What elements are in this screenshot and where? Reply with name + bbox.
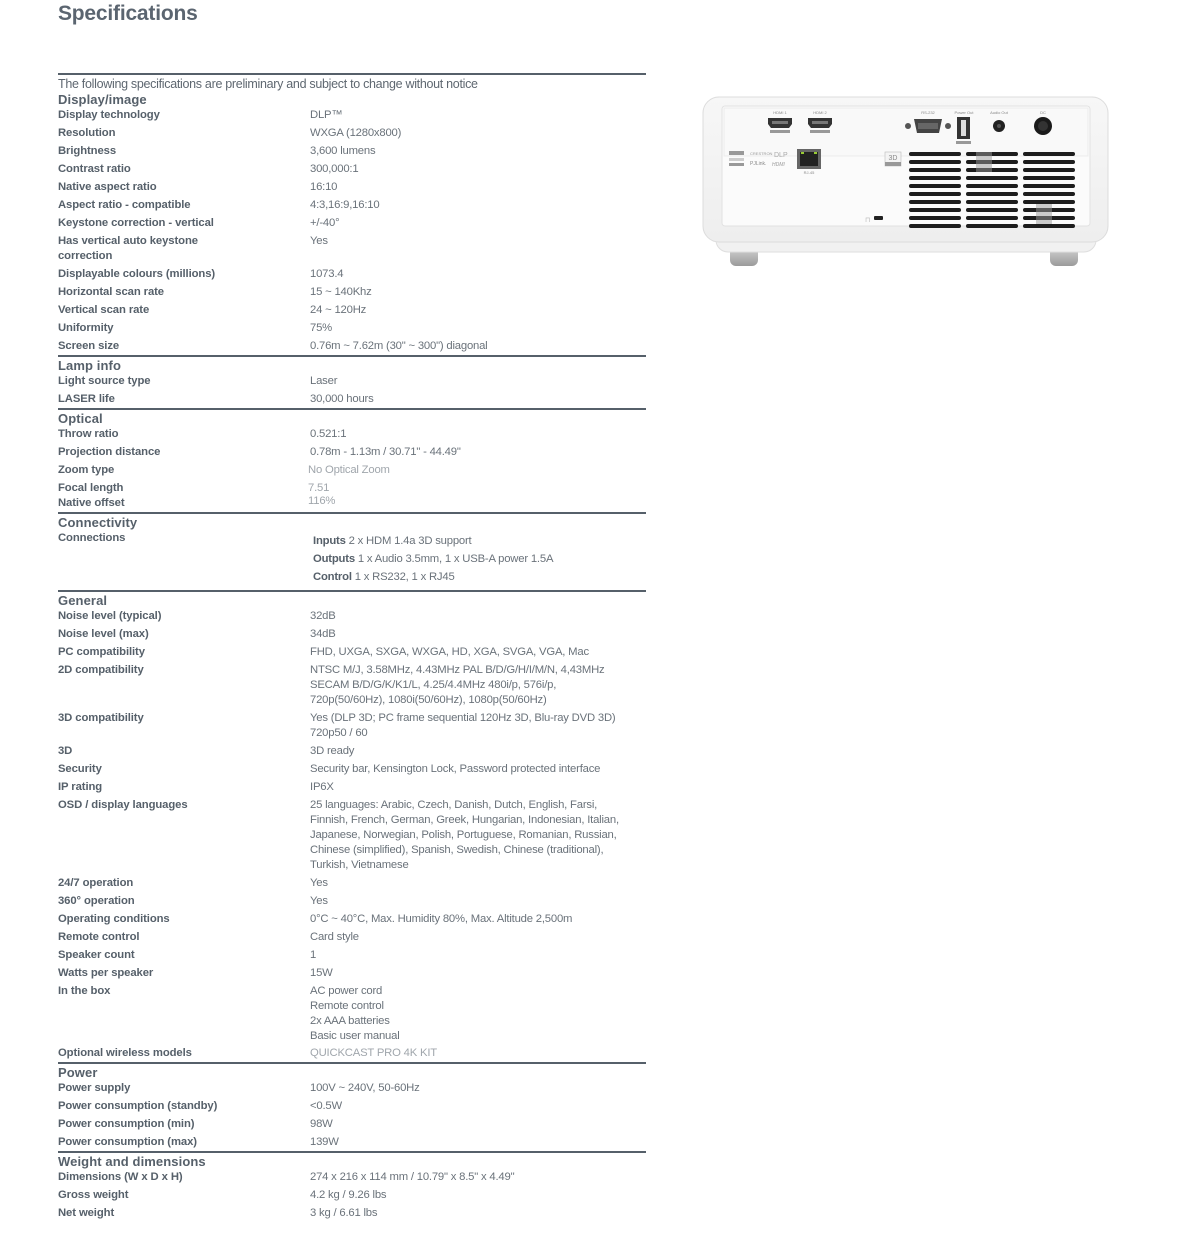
connection-text: 1 x Audio 3.5mm, 1 x USB-A power 1.5A — [357, 553, 554, 565]
spec-row — [58, 108, 646, 123]
spec-row — [58, 162, 646, 177]
spec-row — [58, 948, 646, 963]
spec-value: Yes — [310, 235, 328, 247]
spec-label: Screen size — [58, 340, 120, 352]
spec-row — [58, 780, 646, 795]
spec-row — [58, 894, 646, 909]
spec-row — [58, 374, 646, 389]
section-connectivity — [58, 515, 646, 586]
spec-value: 116% — [308, 495, 336, 507]
spec-label: Focal length — [58, 482, 124, 494]
spec-row — [58, 798, 646, 873]
spec-label: Noise level (typical) — [58, 610, 162, 622]
spec-label: Uniformity — [58, 322, 114, 334]
spec-value: 3,600 lumens — [310, 145, 376, 157]
spec-row — [58, 762, 646, 777]
value-line: 2x AAA batteries — [310, 1015, 390, 1027]
spec-row — [58, 126, 646, 141]
spec-label: Net weight — [58, 1207, 115, 1219]
svg-text:3D: 3D — [888, 155, 898, 162]
spec-value: Card style — [310, 931, 359, 943]
spec-value: 15W — [310, 967, 333, 979]
spec-value: 1 — [310, 949, 317, 961]
spec-value: 139W — [310, 1136, 339, 1148]
spec-label: Security — [58, 763, 102, 775]
spec-row — [58, 1135, 646, 1150]
spec-value: 300,000:1 — [310, 163, 359, 175]
section-heading: Display/image — [58, 92, 147, 107]
spec-row — [58, 303, 646, 318]
spec-label: Power consumption (min) — [58, 1118, 195, 1130]
spec-value: Security bar, Kensington Lock, Password protected interface — [310, 763, 601, 775]
spec-value: <0.5W — [310, 1100, 342, 1112]
spec-value: WXGA (1280x800) — [310, 127, 402, 139]
spec-label: Connections — [58, 532, 126, 544]
spec-value: 0°C ~ 40°C, Max. Humidity 80%, Max. Altitude 2,500m — [310, 913, 573, 925]
spec-label: Remote control — [58, 931, 140, 943]
spec-row — [58, 645, 646, 660]
spec-row — [58, 267, 646, 282]
value-line: Chinese (simplified), Spanish, Swedish, Chinese (traditional), — [310, 844, 604, 856]
spec-row — [58, 1046, 646, 1061]
spec-label: Display technology — [58, 109, 160, 121]
spec-value: Yes — [310, 877, 328, 889]
value-line: 720p(50/60Hz), 1080i(50/60Hz), 1080p(50/60Hz) — [310, 694, 547, 706]
spec-value: Laser — [310, 375, 338, 387]
value-line: Basic user manual — [310, 1030, 400, 1042]
spec-value: 1073.4 — [310, 268, 344, 280]
spec-label: 2D compatibility — [58, 664, 144, 676]
spec-row — [58, 531, 646, 586]
divider — [58, 512, 646, 514]
connection-outputs — [313, 550, 646, 568]
spec-value: 24 ~ 120Hz — [310, 304, 367, 316]
spec-row — [58, 496, 646, 511]
spec-row — [58, 876, 646, 891]
spec-label: Dimensions (W x D x H) — [58, 1171, 183, 1183]
svg-text:⊓: ⊓ — [865, 217, 871, 224]
spec-row — [58, 445, 646, 460]
divider — [58, 73, 646, 75]
value-line: Turkish, Vietnamese — [310, 859, 409, 871]
value-line: 720p50 / 60 — [310, 727, 368, 739]
spec-row — [58, 711, 646, 741]
spec-row — [58, 198, 646, 213]
spec-label: Native aspect ratio — [58, 181, 157, 193]
divider — [58, 590, 646, 592]
spec-label: Resolution — [58, 127, 116, 139]
svg-text:HDMI 2: HDMI 2 — [813, 110, 827, 115]
spec-value: Yes — [310, 895, 328, 907]
value-line: SECAM B/D/G/K/K1/L, 4.25/4.4MHz 480i/p, 576i/p, — [310, 679, 557, 691]
connection-key: Control — [313, 571, 352, 583]
spec-value: 3 kg / 6.61 lbs — [310, 1207, 378, 1219]
spec-label: Native offset — [58, 497, 125, 509]
disclaimer: The following specifications are preliminary and subject to change without notice — [58, 77, 478, 91]
spec-row — [58, 609, 646, 624]
spec-value: 3D ready — [310, 745, 355, 757]
section-heading: Optical — [58, 411, 103, 426]
spec-label: Power supply — [58, 1082, 131, 1094]
spec-value: 7.51 — [308, 482, 330, 494]
spec-row — [58, 1206, 646, 1221]
spec-label: Light source type — [58, 375, 151, 387]
spec-value: IP6X — [310, 781, 334, 793]
spec-row — [58, 930, 646, 945]
spec-value — [310, 663, 646, 708]
spec-value — [310, 711, 646, 741]
spec-row — [58, 912, 646, 927]
spec-value: DLP™ — [310, 109, 343, 121]
section-heading: Connectivity — [58, 515, 138, 530]
spec-label: Speaker count — [58, 949, 135, 961]
connections-list — [310, 531, 646, 586]
connection-text: 2 x HDM 1.4a 3D support — [348, 535, 472, 547]
spec-row — [58, 216, 646, 231]
spec-label: Keystone correction - vertical — [58, 217, 214, 229]
svg-text:HDMI 1: HDMI 1 — [773, 110, 787, 115]
spec-label: Aspect ratio - compatible — [58, 199, 191, 211]
spec-label: Gross weight — [58, 1189, 129, 1201]
svg-text:Audio Out: Audio Out — [990, 110, 1008, 115]
spec-label: Noise level (max) — [58, 628, 149, 640]
spec-value: 4.2 kg / 9.26 lbs — [310, 1189, 387, 1201]
spec-value: FHD, UXGA, SXGA, WXGA, HD, XGA, SVGA, VGA, Mac — [310, 646, 589, 658]
value-line: 25 languages: Arabic, Czech, Danish, Dutch, English, Farsi, — [310, 799, 598, 811]
value-line: NTSC M/J, 3.58MHz, 4.43MHz PAL B/D/G/H/I/M/N, 4,43MHz — [310, 664, 605, 676]
value-line: Finnish, French, German, Greek, Hungarian, Indonesian, Italian, — [310, 814, 619, 826]
spec-label: Displayable colours (millions) — [58, 268, 216, 280]
spec-label: OSD / display languages — [58, 799, 188, 811]
spec-value: 34dB — [310, 628, 336, 640]
spec-value: +/-40° — [310, 217, 340, 229]
divider — [58, 408, 646, 410]
spec-label: Throw ratio — [58, 428, 119, 440]
spec-label: Optional wireless models — [58, 1047, 192, 1059]
spec-table — [58, 73, 646, 1221]
spec-label: 360° operation — [58, 895, 135, 907]
spec-label: 24/7 operation — [58, 877, 134, 889]
spec-row — [58, 427, 646, 442]
spec-value: 16:10 — [310, 181, 338, 193]
spec-row — [58, 234, 646, 264]
spec-row — [58, 285, 646, 300]
connection-text: 1 x RS232, 1 x RJ45 — [354, 571, 455, 583]
divider — [58, 1062, 646, 1064]
divider — [58, 355, 646, 357]
spec-value: 75% — [310, 322, 333, 334]
spec-value: 98W — [310, 1118, 333, 1130]
spec-value — [310, 984, 646, 1044]
section-optical — [58, 411, 646, 511]
spec-label: Power consumption (max) — [58, 1136, 197, 1148]
spec-row — [58, 1081, 646, 1096]
svg-text:Power Out: Power Out — [954, 110, 974, 115]
spec-label: Projection distance — [58, 446, 161, 458]
spec-label: Horizontal scan rate — [58, 286, 164, 298]
section-display — [58, 92, 646, 354]
svg-text:DLP: DLP — [774, 152, 788, 159]
spec-row — [58, 339, 646, 354]
spec-value — [310, 798, 646, 873]
spec-row — [58, 144, 646, 159]
svg-text:DC: DC — [1040, 110, 1046, 115]
divider — [58, 1151, 646, 1153]
connection-key: Outputs — [313, 553, 355, 565]
section-heading: General — [58, 593, 108, 608]
spec-value: 274 x 216 x 114 mm / 10.79" x 8.5" x 4.49" — [310, 1171, 515, 1183]
spec-value: QUICKCAST PRO 4K KIT — [310, 1047, 437, 1059]
spec-row — [58, 1117, 646, 1132]
section-weight-dimensions — [58, 1154, 646, 1221]
spec-label: 3D — [58, 745, 73, 757]
spec-value: 30,000 hours — [310, 393, 374, 405]
spec-label: IP rating — [58, 781, 103, 793]
spec-row — [58, 463, 646, 478]
connection-control — [313, 568, 646, 586]
section-heading: Lamp info — [58, 358, 122, 373]
spec-label: PC compatibility — [58, 646, 145, 658]
connection-inputs — [313, 532, 646, 550]
spec-value: 100V ~ 240V, 50-60Hz — [310, 1082, 420, 1094]
projector-rear-image — [702, 96, 1109, 268]
section-lamp — [58, 358, 646, 407]
spec-label: Vertical scan rate — [58, 304, 150, 316]
value-line: Yes (DLP 3D; PC frame sequential 120Hz 3D, Blu-ray DVD 3D) — [310, 712, 616, 724]
spec-label: Brightness — [58, 145, 117, 157]
spec-label: Contrast ratio — [58, 163, 131, 175]
value-line: Japanese, Norwegian, Polish, Portuguese, Romanian, Russian, — [310, 829, 617, 841]
spec-row — [58, 392, 646, 407]
spec-row — [58, 984, 646, 1044]
spec-value: 0.76m ~ 7.62m (30" ~ 300") diagonal — [310, 340, 488, 352]
spec-value: 0.78m - 1.13m / 30.71" - 44.49" — [310, 446, 461, 458]
spec-label: LASER life — [58, 393, 115, 405]
spec-row — [58, 966, 646, 981]
spec-row — [58, 744, 646, 759]
spec-label: Watts per speaker — [58, 967, 154, 979]
spec-row — [58, 1099, 646, 1114]
svg-text:RJ-45: RJ-45 — [803, 170, 815, 175]
svg-text:HDMI: HDMI — [772, 162, 785, 168]
page-title: Specifications — [58, 2, 198, 25]
section-power — [58, 1065, 646, 1150]
spec-label: 3D compatibility — [58, 712, 144, 724]
spec-label: Has vertical auto keystone correction — [58, 235, 198, 262]
spec-label: Operating conditions — [58, 913, 170, 925]
section-heading: Weight and dimensions — [58, 1154, 206, 1169]
svg-text:PJLink.: PJLink. — [750, 161, 767, 167]
svg-text:CRESTRON: CRESTRON — [750, 151, 773, 156]
connection-key: Inputs — [313, 535, 346, 547]
spec-row — [58, 1170, 646, 1185]
spec-row — [58, 627, 646, 642]
spec-row — [58, 321, 646, 336]
section-heading: Power — [58, 1065, 98, 1080]
spec-value: 0.521:1 — [310, 428, 347, 440]
value-line: AC power cord — [310, 985, 383, 997]
spec-label: In the box — [58, 985, 111, 997]
spec-row — [58, 180, 646, 195]
value-line: Remote control — [310, 1000, 384, 1012]
spec-value: No Optical Zoom — [308, 464, 390, 476]
section-general — [58, 593, 646, 1061]
spec-value: 4:3,16:9,16:10 — [310, 199, 380, 211]
spec-row — [58, 1188, 646, 1203]
spec-label: Zoom type — [58, 464, 115, 476]
spec-row — [58, 663, 646, 708]
spec-label: Power consumption (standby) — [58, 1100, 218, 1112]
spec-value: 15 ~ 140Khz — [310, 286, 372, 298]
spec-value: 32dB — [310, 610, 336, 622]
svg-text:RS-232: RS-232 — [921, 110, 935, 115]
